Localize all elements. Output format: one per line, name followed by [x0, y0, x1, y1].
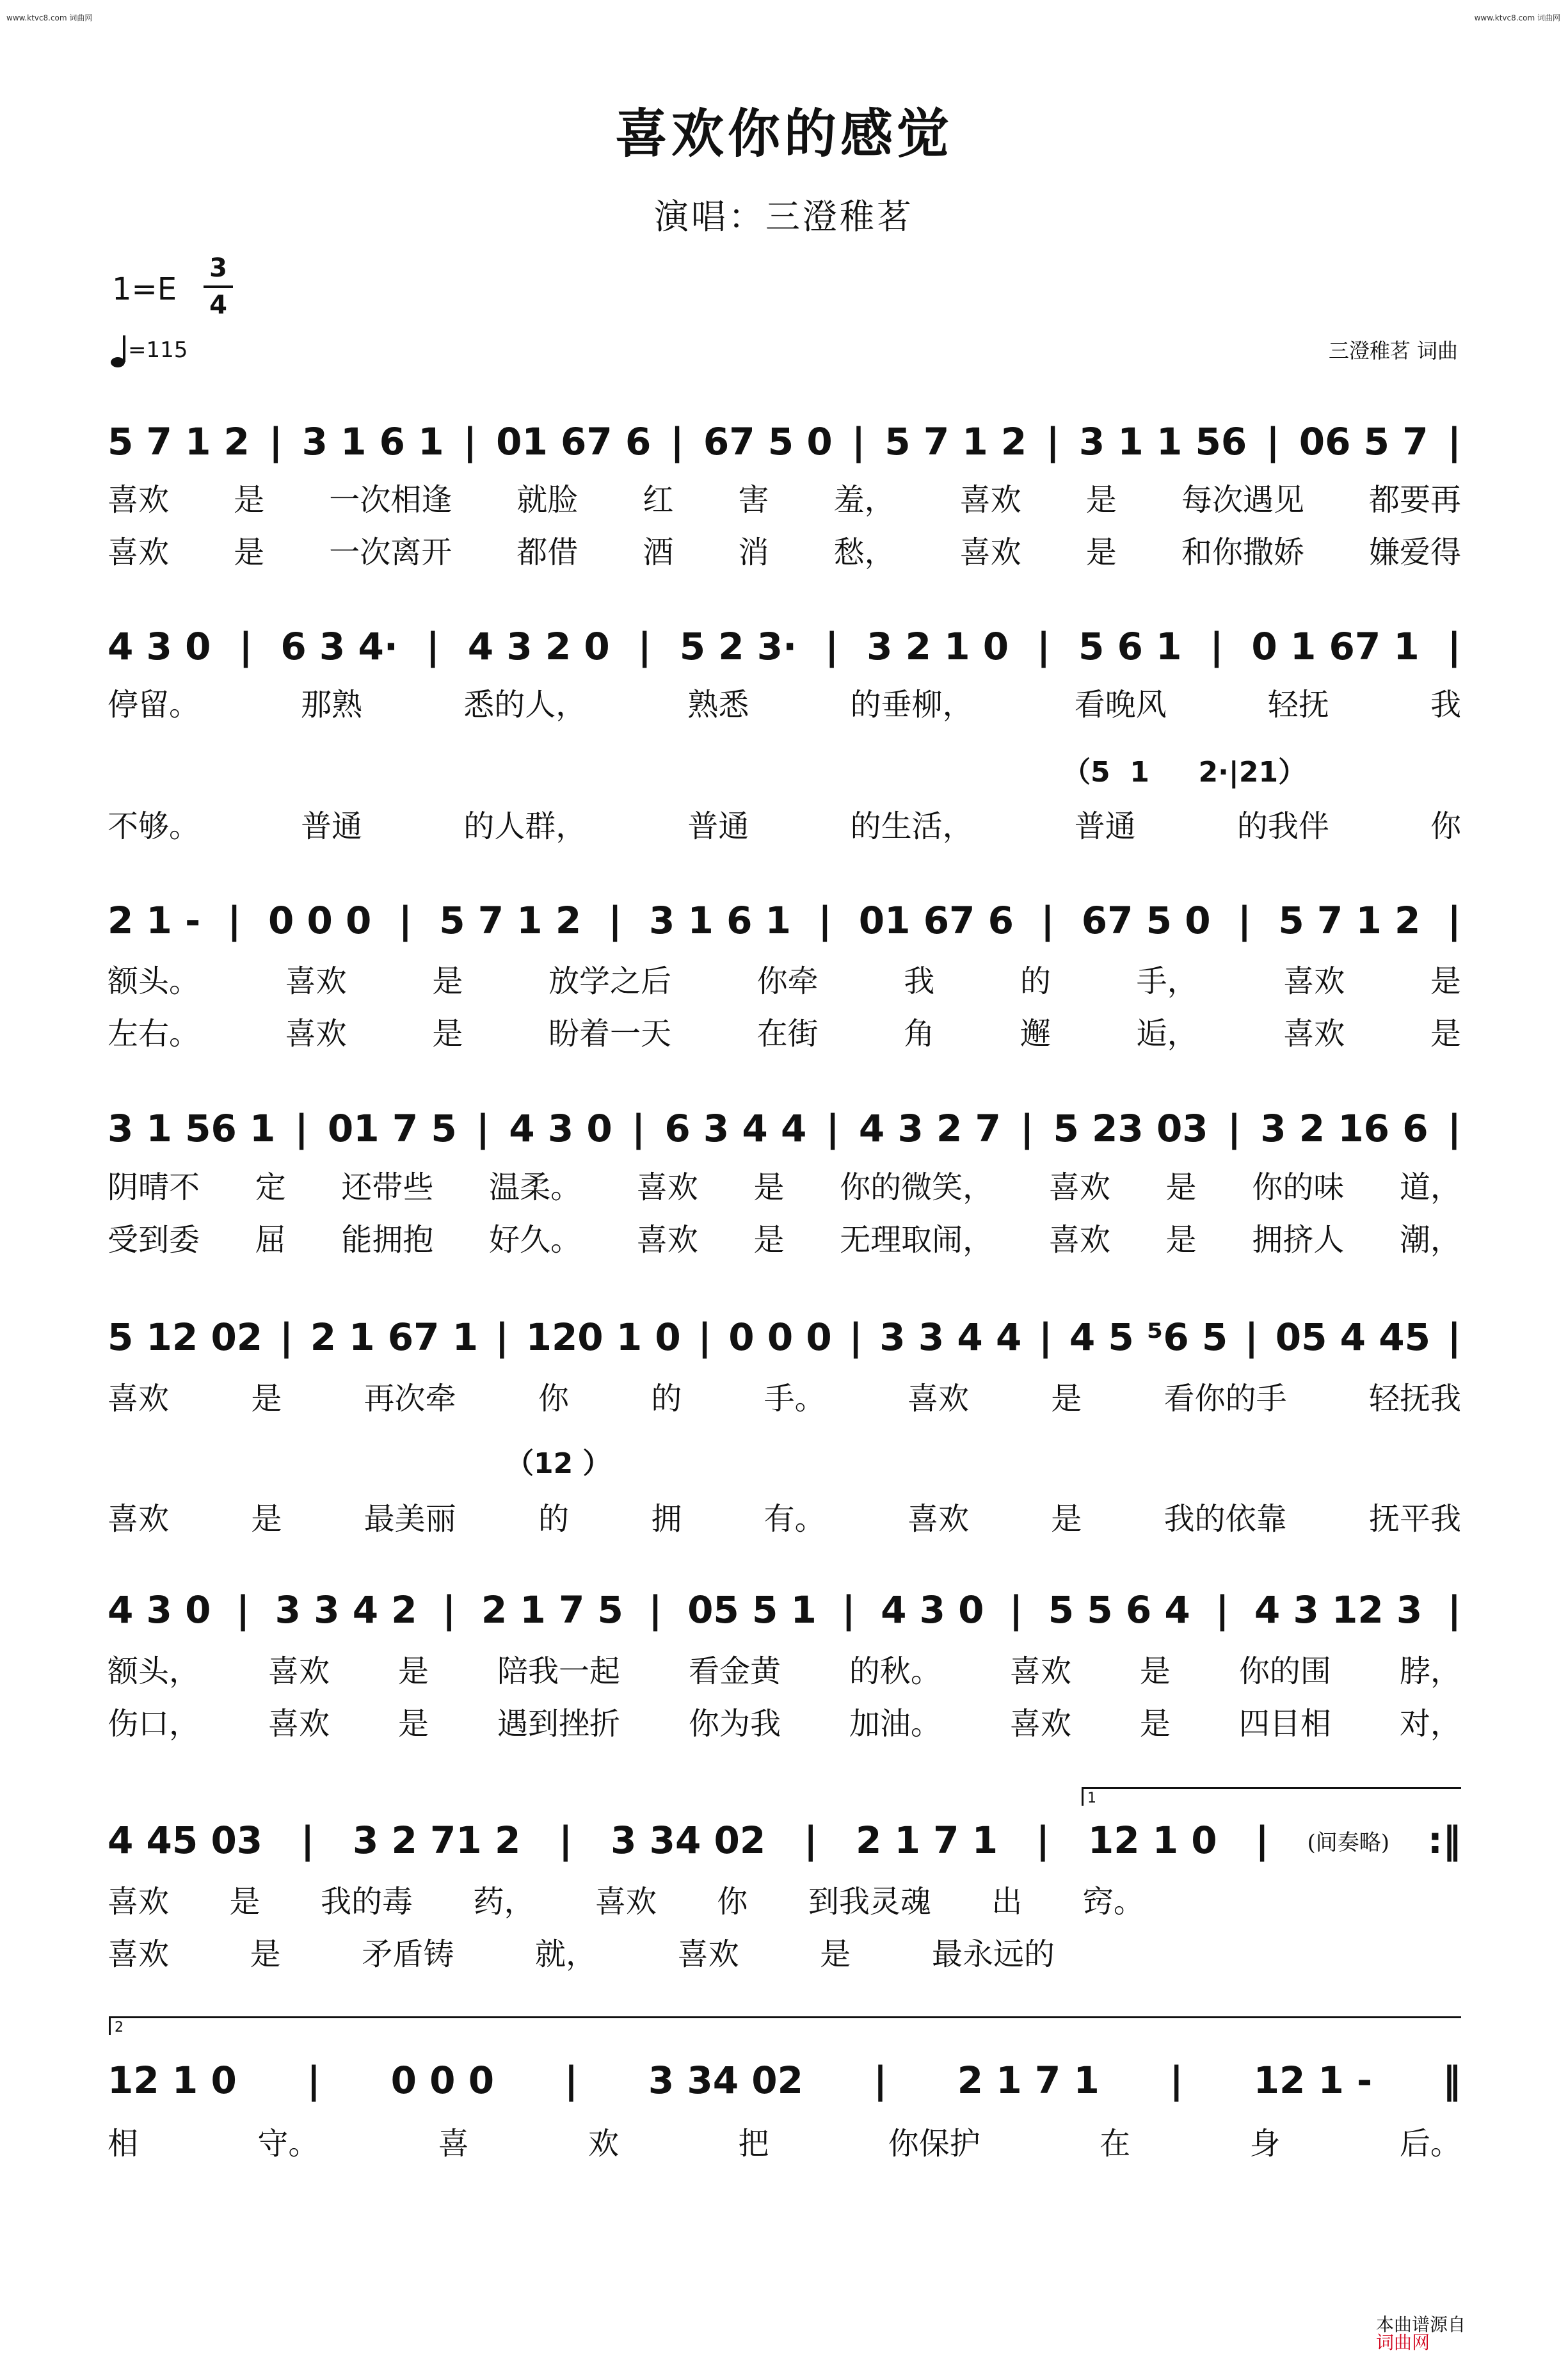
lyric-syllable: 喜欢: [108, 1883, 170, 1920]
lyric-syllable: 是: [1085, 481, 1117, 518]
lyric-syllable: 对，: [1399, 1705, 1461, 1742]
lyric-syllable: 无理取闹，: [840, 1221, 994, 1258]
lyric-syllable: 看晚风: [1074, 686, 1167, 723]
lyric-syllable: 额头，: [108, 1653, 200, 1689]
lyric-syllable: 是: [753, 1169, 785, 1205]
lyric-row: [108, 960, 1461, 999]
bar-line: |: [648, 1588, 662, 1632]
lyric-syllable: 酒: [643, 534, 674, 570]
lyric-row: [108, 1166, 1461, 1205]
lyric-syllable: 一次离开: [329, 534, 452, 570]
lyric-syllable: 拥: [651, 1500, 682, 1537]
lyric-syllable: 是: [250, 1936, 281, 1972]
measure: 5 5 6 4: [1048, 1588, 1190, 1632]
lyric-row: [108, 805, 1461, 844]
lyric-syllable: 是: [1139, 1705, 1171, 1742]
measure: 4 3 0: [108, 1588, 211, 1632]
bar-line: |: [463, 420, 477, 463]
lyric-syllable: 是: [229, 1883, 260, 1920]
measure: 120 1 0: [525, 1315, 681, 1359]
lyric-syllable: 温柔。: [489, 1169, 582, 1205]
lyric-syllable: 轻抚: [1267, 686, 1329, 723]
bar-line: |: [849, 1315, 863, 1359]
lyric-syllable: 后。: [1399, 2125, 1461, 2162]
bar-line: ‖: [1442, 2059, 1461, 2102]
lyric-syllable: 欢: [588, 2125, 620, 2162]
measure: 3 3 4 4: [879, 1315, 1022, 1359]
lyric-row: [108, 1703, 1461, 1742]
lyric-syllable: 身: [1249, 2125, 1281, 2162]
time-signature-top: 3: [209, 253, 227, 283]
lyric-syllable: 那熟: [301, 686, 363, 723]
lyric-syllable: 你为我: [688, 1705, 781, 1742]
lyric-syllable: 喜欢: [1048, 1221, 1110, 1258]
lyric-syllable: 是: [1085, 534, 1117, 570]
lyric-syllable: 相: [108, 2125, 139, 2162]
lyric-syllable: 普通: [301, 808, 363, 844]
lyric-syllable: 邂: [1020, 1015, 1051, 1052]
lyric-syllable: 还带些: [341, 1169, 434, 1205]
lyric-row: [108, 1650, 1461, 1689]
bar-line: |: [1255, 1819, 1269, 1862]
volta-number: 2: [115, 2020, 124, 2036]
lyric-syllable: 愁，: [833, 534, 895, 570]
lyric-syllable: 是: [432, 963, 463, 999]
notation-row: [108, 1106, 1461, 1151]
lyric-syllable: 是: [397, 1705, 429, 1742]
lyric-syllable: 是: [1051, 1500, 1082, 1537]
lyric-syllable: 的秋。: [849, 1653, 941, 1689]
lyric-syllable: 是: [820, 1936, 851, 1972]
lyric-syllable: 喜欢: [285, 1015, 347, 1052]
lyric-syllable: 是: [234, 534, 265, 570]
measure: 5 7 1 2: [439, 899, 582, 942]
lyric-syllable: 加油。: [849, 1705, 941, 1742]
site-mark-right: www.ktvc8.com 词曲网: [1474, 13, 1560, 22]
lyric-syllable: 四目相: [1238, 1705, 1331, 1742]
lyric-syllable: 的垂柳，: [850, 686, 973, 723]
lyric-syllable: 喜欢: [595, 1883, 657, 1920]
volta-bracket-1: [1082, 1787, 1461, 1806]
interlude-notes: （12 ）: [506, 1447, 611, 1480]
lyric-syllable: 普通: [687, 808, 749, 844]
lyric-syllable: 是: [397, 1653, 429, 1689]
bar-line: |: [426, 625, 440, 668]
lyric-syllable: 逅，: [1136, 1015, 1198, 1052]
bar-line: |: [1447, 420, 1461, 463]
measure: 3 1 6 1: [301, 420, 444, 463]
lyric-syllable: 喜欢: [677, 1936, 739, 1972]
bar-line: |: [564, 2059, 579, 2102]
source-text: 本曲谱源自: [1375, 2314, 1466, 2335]
lyric-syllable: 喜欢: [1009, 1705, 1071, 1742]
lyric-syllable: 药，: [473, 1883, 535, 1920]
bar-line: |: [495, 1315, 509, 1359]
lyric-row: [108, 1498, 1461, 1537]
lyric-syllable: 喜欢: [268, 1653, 330, 1689]
notation-row: [108, 1818, 1461, 1863]
lyric-syllable: 放学之后: [548, 963, 671, 999]
lyric-syllable: 喜欢: [636, 1221, 698, 1258]
bar-line: |: [825, 625, 839, 668]
measure: 3 2 16 6: [1260, 1107, 1428, 1150]
bar-line: |: [1169, 2059, 1183, 2102]
lyric-syllable: 的人群，: [463, 808, 587, 844]
lyric-syllable: 伤口，: [108, 1705, 200, 1742]
lyric-syllable: 红: [643, 481, 674, 518]
lyric-syllable: 轻抚我: [1368, 1380, 1461, 1417]
source-footer: [1364, 2298, 1466, 2352]
volta-bracket-2: [109, 2016, 1461, 2035]
bar-line: |: [1447, 1107, 1461, 1150]
bar-line: |: [804, 1819, 818, 1862]
bar-line: |: [851, 420, 866, 463]
measure: 0 0 0: [728, 1315, 832, 1359]
lyric-syllable: 的: [651, 1380, 682, 1417]
lyric-syllable: 你: [538, 1380, 569, 1417]
lyric-syllable: 在街: [756, 1015, 819, 1052]
bar-line: |: [442, 1588, 456, 1632]
lyric-syllable: 陪我一起: [497, 1653, 620, 1689]
measure: 5 2 3·: [679, 625, 797, 668]
measure: 6 3 4·: [280, 625, 398, 668]
lyric-syllable: 你: [717, 1883, 748, 1920]
bar-line: |: [1237, 899, 1252, 942]
measure: 67 5 0: [1081, 899, 1211, 942]
bar-line: |: [608, 899, 622, 942]
measure: 3 2 71 2: [352, 1819, 521, 1862]
lyric-syllable: 我: [1430, 686, 1461, 723]
measure: 5 7 1 2: [1278, 899, 1421, 942]
lyric-syllable: 守。: [257, 2125, 319, 2162]
lyric-syllable: 受到委: [108, 1221, 200, 1258]
lyric-syllable: 能拥抱: [341, 1221, 434, 1258]
lyric-syllable: 喜: [438, 2125, 469, 2162]
interlude-notes: （5 1 2·|21）: [1062, 756, 1307, 789]
lyric-row: [108, 1377, 1461, 1417]
measure: 4 5 ⁵6 5: [1069, 1315, 1228, 1359]
lyric-row: [108, 479, 1461, 518]
lyric-syllable: 喜欢: [1283, 963, 1345, 999]
lyric-syllable: 遇到挫折: [497, 1705, 620, 1742]
measure: 4 45 03: [108, 1819, 263, 1862]
lyric-syllable: 消: [738, 534, 769, 570]
bar-line: |: [307, 2059, 321, 2102]
measure: 3 2 1 0: [867, 625, 1009, 668]
measure: 0 0 0: [390, 2059, 495, 2102]
measure: 4 3 0: [509, 1107, 612, 1150]
lyric-syllable: 我的毒: [320, 1883, 413, 1920]
lyric-syllable: 喜欢: [108, 1936, 170, 1972]
lyric-syllable: 是: [1165, 1169, 1197, 1205]
measure: 5 6 1: [1078, 625, 1182, 668]
bar-line: |: [269, 420, 283, 463]
lyric-row: [108, 531, 1461, 570]
lyric-syllable: 害: [738, 481, 769, 518]
lyric-row: [108, 1013, 1461, 1052]
lyric-syllable: 潮，: [1399, 1221, 1461, 1258]
lyric-syllable: 你保护: [888, 2125, 980, 2162]
bar-line: |: [1009, 1588, 1023, 1632]
lyric-syllable: 最永远的: [931, 1936, 1055, 1972]
notation-row: [108, 2058, 1461, 2103]
lyric-syllable: 手，: [1136, 963, 1198, 999]
lyric-row: [108, 684, 1461, 723]
bar-line: |: [1447, 625, 1461, 668]
lyric-syllable: 喜欢: [285, 963, 347, 999]
measure: 5 7 1 2: [108, 420, 250, 463]
measure: 2 1 7 1: [856, 1819, 998, 1862]
lyric-syllable: 喜欢: [268, 1705, 330, 1742]
lyric-syllable: 是: [1139, 1653, 1171, 1689]
lyric-syllable: 是: [432, 1015, 463, 1052]
bar-line: |: [1020, 1107, 1034, 1150]
measure: 2 1 -: [108, 899, 201, 942]
lyric-syllable: 的生活，: [850, 808, 973, 844]
bar-line: |: [637, 625, 652, 668]
lyric-syllable: 每次遇见: [1181, 481, 1304, 518]
measure: 05 4 45: [1275, 1315, 1430, 1359]
lyric-syllable: 矛盾铸: [362, 1936, 454, 1972]
lyric-syllable: 喜欢: [1009, 1653, 1071, 1689]
lyric-syllable: 是: [234, 481, 265, 518]
bar-line: |: [227, 899, 241, 942]
lyric-syllable: 喜欢: [907, 1380, 969, 1417]
bar-line: |: [236, 1588, 250, 1632]
lyric-syllable: 是: [1430, 1015, 1461, 1052]
lyric-syllable: 你牵: [756, 963, 819, 999]
measure: 0 0 0: [268, 899, 372, 942]
lyric-syllable: 就，: [534, 1936, 596, 1972]
measure: 4 3 12 3: [1254, 1588, 1423, 1632]
volta-number: 1: [1087, 1790, 1096, 1806]
lyric-syllable: 羞，: [833, 481, 895, 518]
lyric-syllable: 手。: [764, 1380, 826, 1417]
bar-line: |: [1447, 899, 1461, 942]
bar-line: |: [398, 899, 412, 942]
bar-line: |: [279, 1315, 294, 1359]
measure: 4 3 0: [881, 1588, 984, 1632]
measure: 05 5 1: [687, 1588, 817, 1632]
measure: 06 5 7: [1299, 420, 1428, 463]
bar-line: |: [842, 1588, 856, 1632]
tempo-marking: =115: [128, 337, 188, 363]
lyric-syllable: 盼着一天: [548, 1015, 671, 1052]
lyric-syllable: 你的围: [1238, 1653, 1331, 1689]
measure: 0 1 67 1: [1251, 625, 1420, 668]
lyric-syllable: 把: [738, 2125, 769, 2162]
measure: 67 5 0: [703, 420, 833, 463]
bar-line: |: [1447, 1588, 1461, 1632]
lyric-syllable: 都借: [516, 534, 579, 570]
lyric-syllable: 悉的人，: [463, 686, 587, 723]
lyric-syllable: 看你的手: [1164, 1380, 1287, 1417]
measure: 01 67 6: [858, 899, 1014, 942]
lyric-syllable: 一次相逢: [329, 481, 452, 518]
song-title: 喜欢你的感觉: [614, 103, 953, 165]
lyric-syllable: 是: [1051, 1380, 1082, 1417]
lyric-syllable: 我: [904, 963, 935, 999]
measure: 2 1 67 1: [310, 1315, 479, 1359]
bar-line: |: [559, 1819, 573, 1862]
lyric-syllable: 抚平我: [1368, 1500, 1461, 1537]
measure: 01 67 6: [496, 420, 652, 463]
lyric-syllable: 喜欢: [907, 1500, 969, 1537]
lyric-syllable: 在: [1100, 2125, 1131, 2162]
bar-line: :‖: [1427, 1819, 1461, 1862]
bar-line: |: [1036, 625, 1051, 668]
lyric-syllable: 你: [1430, 808, 1461, 844]
site-mark-left: www.ktvc8.com 词曲网: [6, 13, 93, 22]
measure: 3 1 1 56: [1078, 420, 1247, 463]
lyric-syllable: 喜欢: [1048, 1169, 1110, 1205]
measure: 5 7 1 2: [884, 420, 1027, 463]
lyric-syllable: 是: [1165, 1221, 1197, 1258]
lyric-syllable: 喜欢: [108, 1500, 170, 1537]
singer-line: 演唱：三澄稚茗: [654, 197, 914, 237]
lyric-row: [108, 1933, 1055, 1972]
measure: 3 1 6 1: [649, 899, 792, 942]
bar-line: |: [818, 899, 832, 942]
lyric-syllable: 是: [1430, 963, 1461, 999]
notation-row: [108, 624, 1461, 669]
notation-row: [108, 419, 1461, 464]
time-signature-bottom: 4: [209, 291, 227, 320]
lyric-syllable: 到我灵魂: [808, 1883, 931, 1920]
lyric-syllable: 的我伴: [1236, 808, 1329, 844]
lyric-syllable: 额头。: [108, 963, 200, 999]
lyric-syllable: 喜欢: [959, 481, 1021, 518]
lyric-row: [108, 1219, 1461, 1258]
lyric-syllable: 喜欢: [959, 534, 1021, 570]
bar-line: |: [476, 1107, 490, 1150]
lyric-syllable: 喜欢: [1283, 1015, 1345, 1052]
measure: 12 1 0: [108, 2059, 237, 2102]
measure: 12 1 -: [1253, 2059, 1373, 2102]
bar-line: |: [1046, 420, 1060, 463]
lyric-row: [108, 1881, 1144, 1920]
bar-line: |: [1041, 899, 1055, 942]
lyric-syllable: 再次牵: [364, 1380, 456, 1417]
lyric-syllable: 看金黄: [688, 1653, 781, 1689]
composer-credit: 三澄稚茗 词曲: [1328, 339, 1458, 363]
lyric-syllable: 都要再: [1368, 481, 1461, 518]
measure: 5 23 03: [1053, 1107, 1208, 1150]
notation-row: [108, 898, 1461, 943]
measure: 4 3 2 0: [467, 625, 610, 668]
bar-line: |: [698, 1315, 712, 1359]
bar-line: |: [300, 1819, 315, 1862]
bar-line: |: [1036, 1819, 1050, 1862]
lyric-syllable: 脖，: [1399, 1653, 1461, 1689]
lyric-syllable: 是: [753, 1221, 785, 1258]
lyric-syllable: 熟悉: [687, 686, 749, 723]
bar-line: |: [1266, 420, 1280, 463]
notation-row: [108, 1587, 1461, 1632]
lyric-syllable: 好久。: [489, 1221, 582, 1258]
lyric-syllable: 道，: [1399, 1169, 1461, 1205]
lyric-row: [108, 2123, 1461, 2162]
lyric-syllable: 的: [538, 1500, 569, 1537]
bar-line: |: [1227, 1107, 1242, 1150]
measure: 5 12 02: [108, 1315, 263, 1359]
bar-line: |: [1447, 1315, 1461, 1359]
measure: 3 3 4 2: [275, 1588, 417, 1632]
measure: 6 3 4 4: [664, 1107, 807, 1150]
notation-row: [108, 1315, 1461, 1360]
bar-line: |: [1215, 1588, 1229, 1632]
time-signature-bar: [204, 285, 233, 288]
lyric-syllable: 是: [251, 1380, 282, 1417]
lyric-syllable: 定: [255, 1169, 286, 1205]
bar-line: |: [670, 420, 684, 463]
bar-line: |: [1244, 1315, 1259, 1359]
measure: 3 34 02: [648, 2059, 804, 2102]
measure: 3 34 02: [611, 1819, 766, 1862]
bar-line: |: [1210, 625, 1224, 668]
bar-line: |: [1038, 1315, 1053, 1359]
time-signature: [204, 253, 233, 320]
key-signature: 1=E: [112, 271, 177, 307]
lyric-syllable: 是: [251, 1500, 282, 1537]
interlude-omitted-note: (间奏略): [1307, 1829, 1389, 1856]
measure: 3 1 56 1: [108, 1107, 276, 1150]
lyric-syllable: 阴晴不: [108, 1169, 200, 1205]
lyric-syllable: 不够。: [108, 808, 200, 844]
measure: 2 1 7 1: [957, 2059, 1100, 2102]
measure: 01 7 5: [327, 1107, 457, 1150]
lyric-syllable: 和你撒娇: [1181, 534, 1304, 570]
lyric-syllable: 普通: [1074, 808, 1136, 844]
bar-line: |: [826, 1107, 840, 1150]
lyric-syllable: 喜欢: [108, 1380, 170, 1417]
lyric-syllable: 出: [991, 1883, 1023, 1920]
lyric-syllable: 你的味: [1252, 1169, 1345, 1205]
lyric-syllable: 嫌爱得: [1368, 534, 1461, 570]
bar-line: |: [294, 1107, 308, 1150]
lyric-syllable: 喜欢: [108, 481, 170, 518]
measure: 4 3 0: [108, 625, 211, 668]
lyric-syllable: 左右。: [108, 1015, 200, 1052]
lyric-syllable: 最美丽: [364, 1500, 456, 1537]
lyric-syllable: 就脸: [516, 481, 579, 518]
measure: 2 1 7 5: [481, 1588, 623, 1632]
measure: 4 3 2 7: [858, 1107, 1001, 1150]
lyric-syllable: 的: [1020, 963, 1051, 999]
lyric-syllable: 有。: [764, 1500, 826, 1537]
lyric-syllable: 喜欢: [636, 1169, 698, 1205]
bar-line: |: [631, 1107, 646, 1150]
lyric-syllable: 角: [904, 1015, 935, 1052]
lyric-syllable: 拥挤人: [1252, 1221, 1345, 1258]
bar-line: |: [239, 625, 253, 668]
lyric-syllable: 你的微笑，: [840, 1169, 994, 1205]
lyric-syllable: 窍。: [1082, 1883, 1144, 1920]
lyric-syllable: 我的依靠: [1164, 1500, 1287, 1537]
lyric-syllable: 停留。: [108, 686, 200, 723]
source-brand: 词曲网: [1375, 2332, 1430, 2353]
lyric-syllable: 喜欢: [108, 534, 170, 570]
measure: 12 1 0: [1087, 1819, 1217, 1862]
lyric-syllable: 屈: [255, 1221, 286, 1258]
bar-line: |: [873, 2059, 887, 2102]
